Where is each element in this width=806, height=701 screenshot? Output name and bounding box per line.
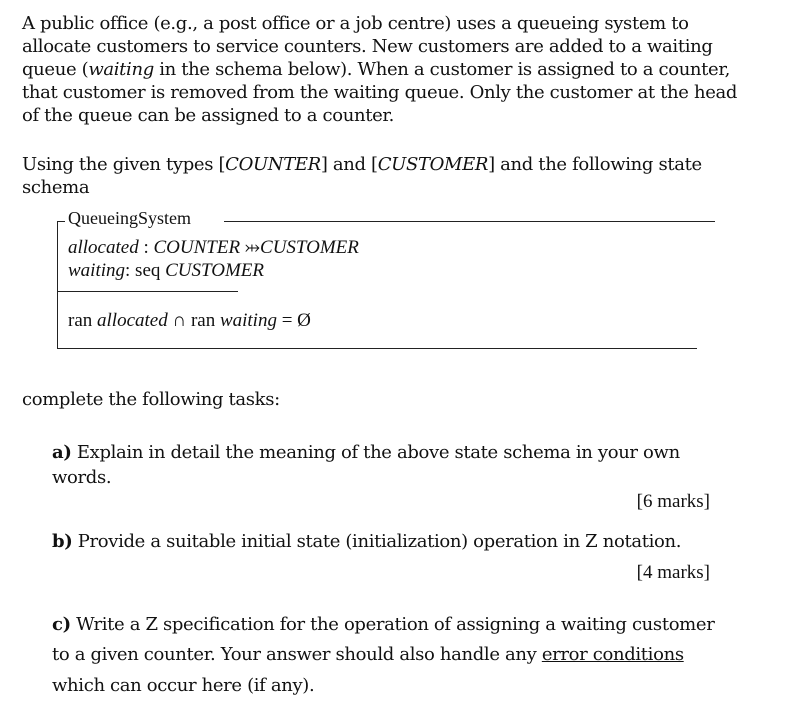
- text: Write a Z specification for the operation of assigning a waiting customer: [70, 614, 715, 635]
- using-line-1: [22, 154, 702, 175]
- error-conditions-underlined: error conditions: [541, 644, 684, 665]
- intro-line-1: A public office (e.g., a post office or a job centre) uses a queueing system to: [22, 13, 689, 34]
- text: waiting: [88, 59, 154, 80]
- text: :: [138, 237, 154, 258]
- task-a-label: a): [52, 442, 72, 463]
- task-c-line-3: which can occur here (if any).: [52, 675, 315, 696]
- schema-declaration-waiting: [68, 260, 264, 282]
- text: CUSTOMER: [260, 237, 359, 258]
- text: to a given counter. Your answer should also handle any: [52, 644, 542, 665]
- intro-line-2: allocate customers to service counters. New customers are added to a waiting: [22, 36, 713, 57]
- text: allocated: [97, 310, 168, 331]
- text: ] and [: [320, 154, 378, 175]
- text: queue (: [22, 59, 89, 80]
- schema-name: QueueingSystem: [68, 208, 191, 228]
- task-b-label: b): [52, 531, 73, 552]
- schema-top-line-right: [224, 221, 715, 222]
- task-c-line-2: [52, 644, 684, 665]
- using-line-2: schema: [22, 177, 90, 198]
- schema-top-line-left: [57, 221, 65, 222]
- text: COUNTER: [153, 237, 241, 258]
- partial-injection-arrow: ⤔: [240, 237, 261, 258]
- task-a-line-1: [52, 442, 680, 463]
- task-a-line-2: words.: [52, 467, 112, 488]
- text: waiting: [68, 260, 126, 281]
- task-c-line-1: [52, 614, 714, 635]
- text: ] and the following state: [488, 154, 702, 175]
- task-b-line-1: [52, 531, 681, 552]
- text: COUNTER: [225, 154, 321, 175]
- text: Explain in detail the meaning of the above state schema in your own: [71, 442, 680, 463]
- schema-predicate: [68, 310, 311, 332]
- schema-bottom-line: [57, 348, 697, 349]
- text: CUSTOMER: [377, 154, 489, 175]
- schema-divider: [57, 291, 238, 292]
- text: = Ø: [276, 310, 311, 331]
- text: waiting: [219, 310, 277, 331]
- text: allocated: [68, 237, 139, 258]
- task-b-marks: [4 marks]: [636, 562, 710, 583]
- text: CUSTOMER: [165, 260, 265, 281]
- text: ∩ ran: [167, 310, 220, 331]
- intro-line-5: of the queue can be assigned to a counter.: [22, 105, 395, 126]
- tasks-intro: complete the following tasks:: [22, 389, 280, 410]
- text: : seq: [125, 260, 166, 281]
- intro-line-4: that customer is removed from the waiting queue. Only the customer at the head: [22, 82, 738, 103]
- text: in the schema below). When a customer is assigned to a counter,: [153, 59, 731, 80]
- intro-line-3: [22, 59, 730, 80]
- text: Provide a suitable initial state (initialization) operation in Z notation.: [72, 531, 682, 552]
- text: ran: [68, 310, 98, 331]
- task-a-marks: [6 marks]: [636, 491, 710, 512]
- task-c-label: c): [52, 614, 71, 635]
- schema-declaration-allocated: [68, 237, 359, 259]
- schema-left-border: [57, 221, 58, 349]
- text: Using the given types [: [22, 154, 226, 175]
